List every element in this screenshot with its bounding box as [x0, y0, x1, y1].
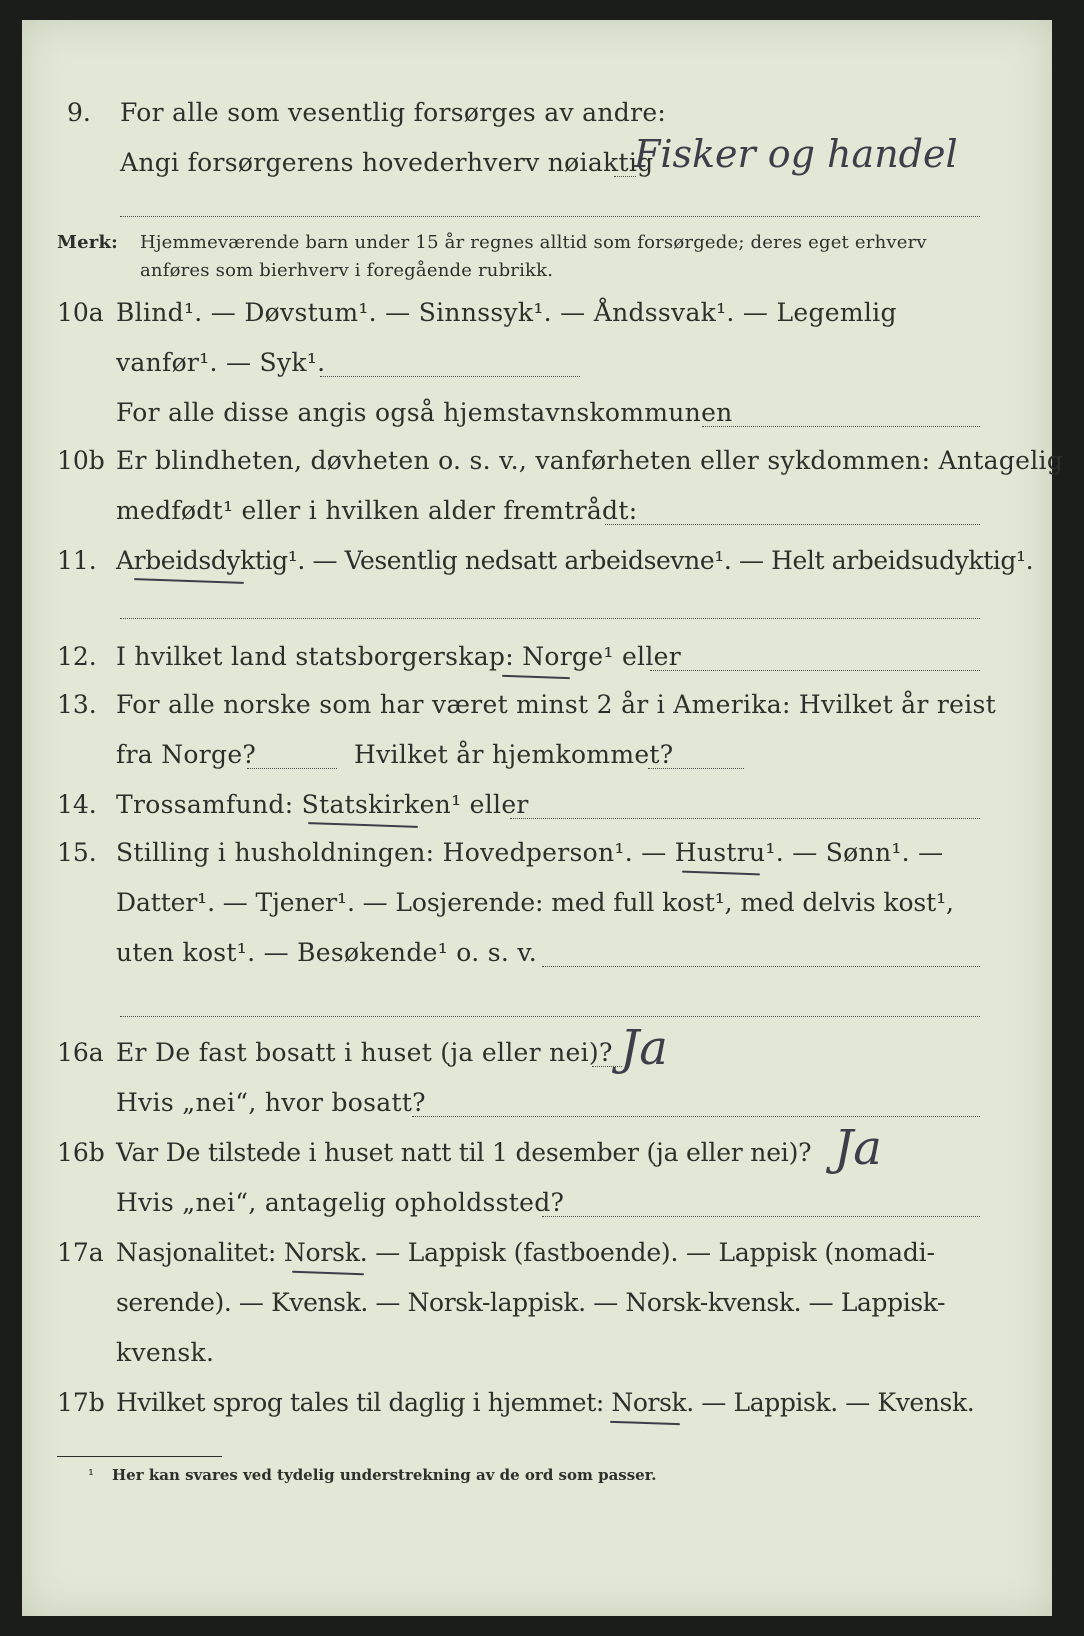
q16b-handwritten-answer: Ja — [834, 1120, 882, 1176]
census-form-page — [22, 20, 1064, 1616]
q15-blank-line — [120, 1016, 980, 1017]
q11-underline-arbeidsdyktig — [134, 578, 244, 584]
q17b-underline-norsk — [610, 1421, 680, 1425]
q10a-line3: For alle disse angis også hjemstavnskommunen — [116, 398, 733, 427]
q11-line1: Arbeidsdyktig¹. — Vesentlig nedsatt arbeidsevne¹. — Helt arbeidsudyktig¹. — [116, 546, 1034, 575]
q9-line1: For alle som vesentlig forsørges av andre: — [120, 98, 667, 127]
footnote-text: Her kan svares ved tydelig understrekning av de ord som passer. — [112, 1466, 657, 1484]
q14-number: 14. — [57, 790, 97, 819]
q10b-line1: Er blindheten, døvheten o. s. v., vanførheten eller sykdommen: Antagelig — [116, 446, 1064, 475]
q9-line2: Angi forsørgerens hovederhverv nøiaktig — [120, 148, 654, 177]
q9-handwritten-answer: Fisker og handel — [634, 132, 958, 176]
q17a-line3: kvensk. — [116, 1338, 215, 1367]
q11-blank-line — [120, 618, 980, 619]
q16a-line2: Hvis „nei“, hvor bosatt? — [116, 1088, 426, 1117]
q17a-line1: Nasjonalitet: Norsk. — Lappisk (fastboende). — Lappisk (nomadi- — [116, 1238, 935, 1267]
q13-reist-dots — [247, 768, 337, 769]
q15-line3: uten kost¹. — Besøkende¹ o. s. v. — [116, 938, 538, 967]
q16b-line2: Hvis „nei“, antagelig opholdssted? — [116, 1188, 565, 1217]
q13-number: 13. — [57, 690, 97, 719]
q13-hjemkommet-dots — [648, 768, 744, 769]
q13-line2a: fra Norge? — [116, 740, 257, 769]
q10a-syk-dots — [320, 376, 580, 377]
q16a-number: 16a — [57, 1038, 104, 1067]
q16b-number: 16b — [57, 1138, 105, 1167]
q16a-dots — [592, 1066, 622, 1067]
merk-line1: Hjemmeværende barn under 15 år regnes alltid som forsørgede; deres eget erhverv — [140, 232, 927, 253]
q17a-line2: serende). — Kvensk. — Norsk-lappisk. — Norsk-kvensk. — Lappisk- — [116, 1288, 946, 1317]
merk-line2: anføres som bierhverv i foregående rubrikk. — [140, 260, 554, 281]
footnote-rule — [57, 1456, 222, 1457]
q16b-dots — [542, 1216, 980, 1217]
q17b-number: 17b — [57, 1388, 105, 1417]
q10b-line2: medfødt¹ eller i hvilken alder fremtrådt: — [116, 496, 638, 525]
merk-label: Merk: — [57, 232, 118, 253]
q12-number: 12. — [57, 642, 97, 671]
q10b-dots — [605, 524, 980, 525]
q15-underline-hustru — [682, 871, 760, 876]
q15-dots — [542, 966, 980, 967]
q15-number: 15. — [57, 838, 97, 867]
q9-number: 9. — [67, 98, 91, 127]
q16b-line1: Var De tilstede i huset natt til 1 desember (ja eller nei)? — [116, 1138, 812, 1167]
q12-underline-norge — [502, 675, 570, 679]
q16a-handwritten-answer: Ja — [620, 1020, 668, 1076]
q16a-line1: Er De fast bosatt i huset (ja eller nei)? — [116, 1038, 613, 1067]
q17a-number: 17a — [57, 1238, 104, 1267]
q12-line1: I hvilket land statsborgerskap: Norge¹ eller — [116, 642, 681, 671]
q17a-underline-norsk — [292, 1271, 364, 1276]
q10a-line2: vanfør¹. — Syk¹. — [116, 348, 326, 377]
footnote-mark: ¹ — [88, 1466, 95, 1484]
q9-answer-dots — [614, 176, 636, 177]
q13-line2b: Hvilket år hjemkommet? — [354, 740, 674, 769]
q14-underline-statskirken — [308, 822, 418, 828]
q14-line1: Trossamfund: Statskirken¹ eller — [116, 790, 529, 819]
q13-line1: For alle norske som har været minst 2 år i Amerika: Hvilket år reist — [116, 690, 997, 719]
q10b-number: 10b — [57, 446, 105, 475]
q11-number: 11. — [57, 546, 97, 575]
q15-line1: Stilling i husholdningen: Hovedperson¹. — Hustru¹. — Sønn¹. — — [116, 838, 944, 867]
q12-dots — [650, 670, 980, 671]
q10a-number: 10a — [57, 298, 104, 327]
q16a-bosatt-dots — [412, 1116, 980, 1117]
q10a-line1: Blind¹. — Døvstum¹. — Sinnssyk¹. — Åndssvak¹. — Legemlig — [116, 298, 897, 327]
q9-blank-line — [120, 216, 980, 217]
q10a-kommune-dots — [702, 426, 980, 427]
q14-dots — [510, 818, 980, 819]
q17b-line1: Hvilket sprog tales til daglig i hjemmet: Norsk. — Lappisk. — Kvensk. — [116, 1388, 975, 1417]
q15-line2: Datter¹. — Tjener¹. — Losjerende: med full kost¹, med delvis kost¹, — [116, 888, 954, 917]
